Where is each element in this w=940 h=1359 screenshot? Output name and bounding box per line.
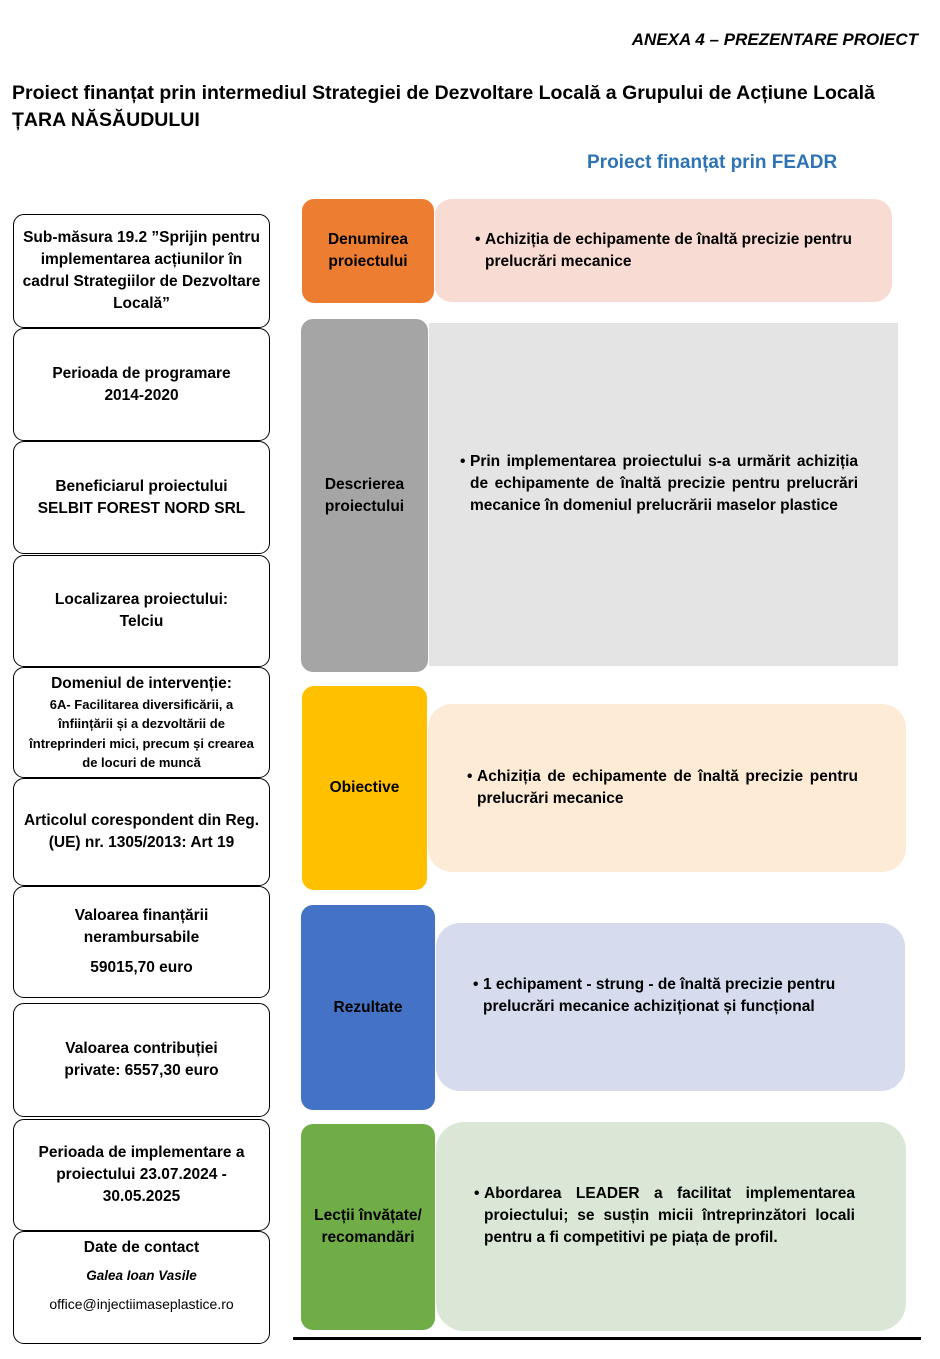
description-label-box: [300, 318, 429, 673]
description-text: Prin implementarea proiectului s-a urmărit achiziția de echipamente de înaltă precizie pentru prelucrări mecanice în domeniul prelucrării maselor plastice: [470, 453, 858, 514]
contact-name: Galea Ioan Vasile: [86, 1268, 197, 1283]
results-text: 1 echipament - strung - de înaltă precizie pentru prelucrări mecanice achiziționat și funcțional: [483, 976, 836, 1015]
programming-period-value: 2014-2020: [104, 386, 179, 404]
bullet-icon: •: [473, 976, 479, 993]
grant-value-box: [13, 886, 270, 998]
objectives-label: Obiective: [329, 779, 400, 796]
programming-period-label: Perioada de programare: [52, 364, 231, 382]
lessons-text: Abordarea LEADER a facilitat implementarea proiectului; se susțin micii întreprinzători locali pentru a fi competitivi pe piața de profil.: [484, 1185, 855, 1246]
funding-subtitle: Proiect finanțat prin FEADR: [587, 152, 838, 173]
bullet-icon: •: [460, 453, 466, 470]
results-label: Rezultate: [333, 998, 403, 1016]
name-text: Achiziția de echipamente de înaltă precizie pentru prelucrări mecanice: [485, 231, 852, 270]
implementation-period-box: [13, 1119, 270, 1231]
beneficiary-label: Beneficiarul proiectului: [55, 477, 228, 495]
results-label-box: [300, 904, 436, 1111]
domain-value: 6A- Facilitarea diversificării, a înființării și a dezvoltării de întreprinderi mici, precum și crearea de locuri de muncă: [29, 696, 254, 770]
bullet-icon: •: [467, 768, 473, 785]
lessons-content-panel: [436, 1122, 906, 1331]
objectives-content-panel: [428, 704, 906, 872]
location-text: Localizarea proiectului: Telciu: [54, 591, 229, 630]
programming-period-box: [13, 328, 270, 441]
lessons-label-box: [300, 1123, 436, 1331]
submeasure-text: Sub-măsura 19.2 ”Sprijin pentru implementarea acțiunilor în cadrul Strategiilor de Dezvoltare Locală”: [22, 229, 261, 312]
objectives-label-box: [301, 685, 428, 891]
private-contribution-text: Valoarea contribuției private: 6557,30 euro: [64, 1040, 219, 1079]
article-box: [13, 778, 270, 886]
beneficiary-box: [13, 441, 270, 554]
implementation-period-text: Perioada de implementare a proiectului 23.07.2024 - 30.05.2025: [38, 1144, 245, 1205]
location-box: [13, 555, 270, 667]
article-text: Articolul corespondent din Reg. (UE) nr. 1305/2013: Art 19: [23, 812, 260, 851]
description-content-panel: [429, 323, 898, 666]
bullet-icon: •: [475, 231, 481, 248]
objectives-text: Achiziția de echipamente de înaltă precizie pentru prelucrări mecanice: [477, 768, 858, 807]
annex-heading: ANEXA 4 – PREZENTARE PROIECT: [631, 30, 918, 49]
intervention-domain-box: [13, 667, 270, 778]
name-content-panel: [434, 199, 892, 302]
submeasure-box: [13, 214, 270, 328]
results-content-panel: [436, 923, 905, 1091]
bullet-icon: •: [474, 1185, 480, 1202]
beneficiary-value: SELBIT FOREST NORD SRL: [37, 499, 246, 517]
contact-label: Date de contact: [83, 1239, 200, 1256]
contact-email: office@injectiimaseplastice.ro: [49, 1296, 234, 1312]
contact-box: [13, 1231, 270, 1344]
bottom-divider: [293, 1337, 921, 1340]
description-label: Descrierea proiectului: [324, 475, 405, 515]
name-label-box: [301, 198, 435, 304]
private-contribution-box: [13, 1003, 270, 1117]
grant-label: Valoarea finanțării nerambursabile: [74, 907, 209, 946]
lessons-label: Lecții învățate/ recomandări: [314, 1207, 422, 1246]
page-title: Proiect finanțat prin intermediul Strategiei de Dezvoltare Locală a Grupului de Acțiune Locală ȚARA NĂSĂUDULUI: [12, 82, 875, 131]
grant-value: 59015,70 euro: [90, 959, 193, 976]
domain-label: Domeniul de intervenție:: [51, 674, 232, 692]
name-label: Denumirea proiectului: [327, 231, 409, 270]
